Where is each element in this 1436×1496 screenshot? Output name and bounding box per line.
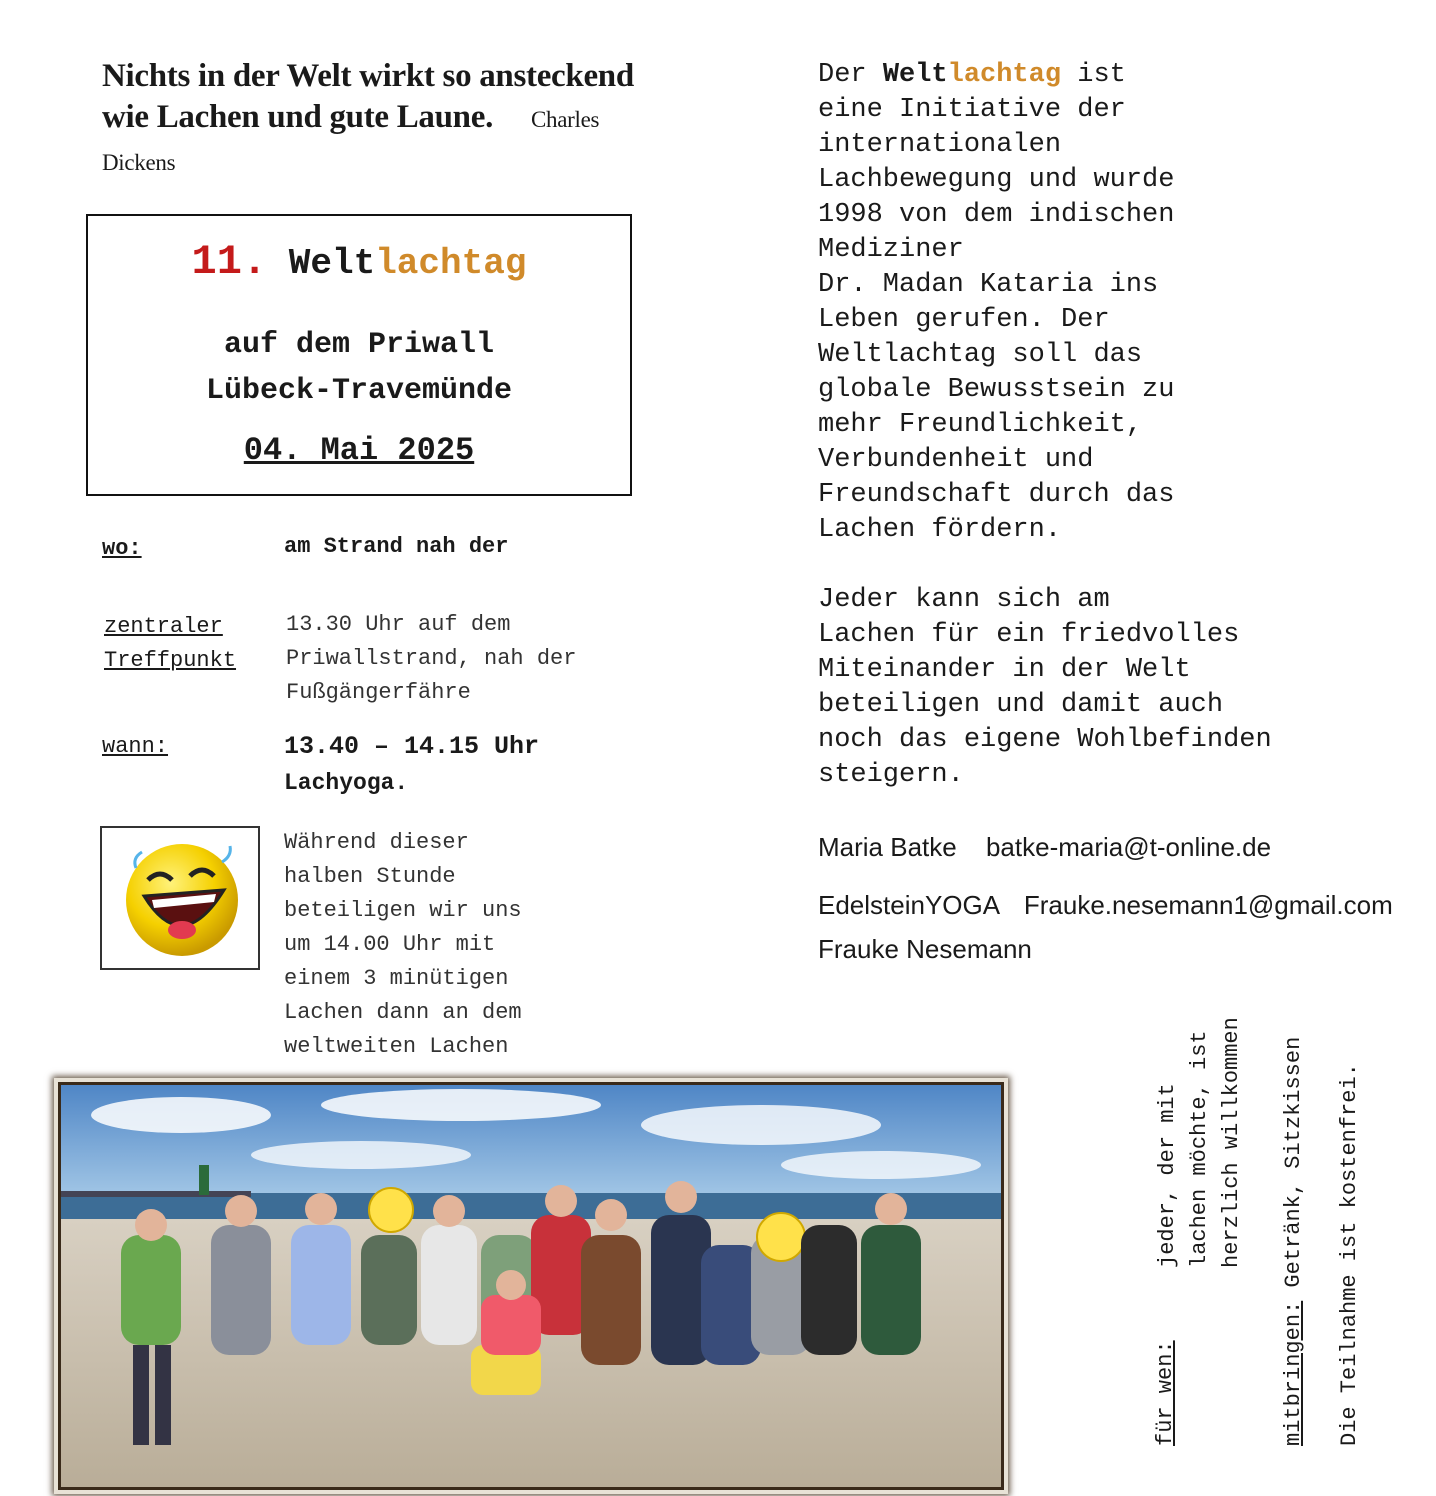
- beach-group-illustration: [61, 1085, 1001, 1487]
- fuer-value: [1152, 1017, 1248, 1268]
- event-title-a: Welt: [288, 243, 376, 284]
- para1-line: globale Bewusstsein zu: [818, 375, 1175, 405]
- event-place: [88, 322, 630, 414]
- treff-label-1: zentraler: [104, 614, 223, 639]
- para1-line: Weltlachtag soll das: [818, 340, 1143, 370]
- event-box: [86, 214, 632, 496]
- mit-value: Getränk, Sitzkissen: [1281, 1036, 1306, 1288]
- during-line: um 14.00 Uhr mit: [284, 932, 496, 957]
- contact-1: [818, 832, 1271, 863]
- treff-value: [286, 608, 576, 710]
- para1-line: mehr Freundlichkeit,: [818, 410, 1143, 440]
- group-photo: [58, 1082, 1004, 1490]
- treff-value-3: Fußgängerfähre: [286, 680, 471, 705]
- contact-org-2: EdelsteinYOGA: [818, 890, 999, 920]
- right-text: [818, 58, 1418, 793]
- during-line: beteiligen wir uns: [284, 898, 522, 923]
- during-line: weltweiten Lachen: [284, 1034, 509, 1059]
- mit-text: [1278, 1037, 1310, 1446]
- contact-2: [818, 890, 1393, 921]
- treff-value-2: Priwallstrand, nah der: [286, 646, 577, 671]
- contact-name-2: Frauke Nesemann: [818, 934, 1032, 964]
- para1-line: Leben gerufen. Der: [818, 305, 1110, 335]
- para2-line: noch das eigene Wohlbefinden: [818, 725, 1272, 755]
- intro-d: ist: [1061, 60, 1126, 90]
- para1-line: Dr. Madan Kataria ins: [818, 270, 1159, 300]
- para1-line: Freundschaft durch das: [818, 480, 1175, 510]
- fuer-line: herzlich willkommen: [1219, 1017, 1244, 1268]
- para2-line: Miteinander in der Welt: [818, 655, 1191, 685]
- para1-line: Lachen fördern.: [818, 515, 1062, 545]
- event-place-line2: Lübeck-Travemünde: [205, 374, 513, 408]
- para1-line: Lachbewegung und wurde: [818, 165, 1175, 195]
- fuer-line: jeder, der mit: [1155, 1083, 1180, 1268]
- free-text: Die Teilnahme ist kostenfrei.: [1337, 1063, 1362, 1446]
- para1-line: 1998 von dem indischen: [818, 200, 1175, 230]
- quote-text: Nichts in der Welt wirkt so ansteckend wie Lachen und gute Laune.: [102, 58, 634, 135]
- wann-value: [284, 728, 539, 802]
- intro-b: Welt: [882, 60, 948, 90]
- intro-a: Der: [818, 60, 883, 90]
- during-text: [284, 826, 522, 1064]
- event-number: 11.: [191, 238, 268, 286]
- treff-value-1: 13.30 Uhr auf dem: [286, 612, 511, 637]
- spacer: [818, 548, 1418, 583]
- contact-email-2[interactable]: Frauke.nesemann1@gmail.com: [1023, 890, 1393, 920]
- para2-line: Jeder kann sich am: [818, 585, 1110, 615]
- intro-line: [818, 58, 1418, 93]
- during-line: halben Stunde: [284, 864, 456, 889]
- wo-value: am Strand nah der: [284, 534, 509, 559]
- event-date-text: 04. Mai 2025: [243, 432, 475, 469]
- para1-line: Mediziner: [818, 235, 964, 265]
- quote: [102, 56, 662, 183]
- fuer-label: [1150, 1340, 1182, 1446]
- para2-line: steigern.: [818, 760, 964, 790]
- laughing-smiley-icon: [102, 828, 258, 968]
- fuer-label-text: für wen:: [1153, 1340, 1178, 1446]
- event-date: [88, 432, 630, 469]
- treff-label-2: Treffpunkt: [104, 648, 237, 673]
- para1-line: Verbundenheit und: [818, 445, 1094, 475]
- contact-email-1[interactable]: batke-maria@t-online.de: [985, 832, 1272, 862]
- para1-line: eine Initiative der: [818, 95, 1126, 125]
- event-place-line1: auf dem Priwall: [223, 328, 495, 362]
- treff-label: [104, 610, 236, 678]
- quote-author: Charles Dickens: [102, 107, 600, 175]
- wo-label: wo:: [102, 536, 142, 561]
- para2-line: beteiligen und damit auch: [818, 690, 1224, 720]
- contact-name-1: Maria Batke: [818, 832, 957, 862]
- during-line: Während dieser: [284, 830, 469, 855]
- intro-c: lachtag: [947, 60, 1062, 90]
- wann-value-2: Lachyoga.: [284, 770, 409, 796]
- wann-label: wann:: [102, 734, 169, 759]
- fuer-line: lachen möchte, ist: [1187, 1030, 1212, 1268]
- para1-line: internationalen: [818, 130, 1062, 160]
- wann-value-1: 13.40 – 14.15 Uhr: [284, 732, 540, 761]
- para2-line: Lachen für ein friedvolles: [818, 620, 1240, 650]
- mit-label: mitbringen:: [1281, 1300, 1306, 1446]
- during-line: Lachen dann an dem: [284, 1000, 522, 1025]
- event-title: [88, 238, 630, 286]
- during-line: einem 3 minütigen: [284, 966, 509, 991]
- smiley-box: [100, 826, 260, 970]
- event-title-b: lachtag: [375, 243, 527, 284]
